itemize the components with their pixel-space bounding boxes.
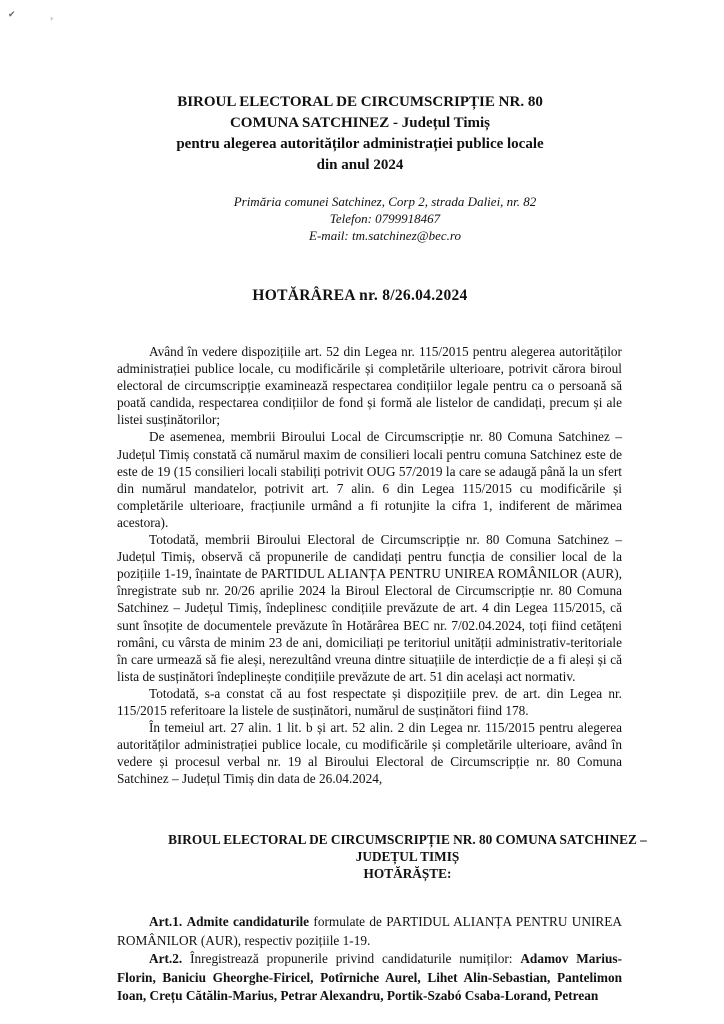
contact-block bbox=[150, 193, 620, 244]
header-line-3: pentru alegerea autorităților administrației publice locale bbox=[176, 136, 544, 152]
paragraph: De asemenea, membrii Biroului Local de Circumscripție nr. 80 Comuna Satchinez – Județul Timiș constată că numărul maxim de consilieri locali pentru comuna Satchinez este de este de 19 (15 consilieri locali stabiliți potrivit OUG 57/2019 la care se adaugă până la un sfert din numărul mandatelor, potrivit art. 7 alin. 6 din Legea 115/2015 cu modificările și completările ulterioare, fracțiunile urmând a fi rotunjite la cifra 1, indiferent de mărimea acestora). bbox=[117, 429, 622, 530]
resolves-line-1: BIROUL ELECTORAL DE CIRCUMSCRIPȚIE NR. 80 COMUNA SATCHINEZ – bbox=[168, 832, 647, 847]
document-header bbox=[100, 92, 620, 176]
header-line-2: COMUNA SATCHINEZ - Județul Timiș bbox=[229, 115, 491, 131]
articles bbox=[117, 913, 622, 1006]
scan-dot: › bbox=[50, 14, 54, 23]
article-1 bbox=[117, 913, 622, 950]
article-1-bold: Admite candidaturile bbox=[186, 914, 310, 929]
header-line-1: BIROUL ELECTORAL DE CIRCUMSCRIPȚIE NR. 80 bbox=[177, 94, 543, 110]
article-2-text: Înregistrează propunerile privind candidaturile numiților: bbox=[182, 951, 521, 966]
contact-phone: Telefon: 0799918467 bbox=[329, 211, 441, 226]
paragraph: Totodată, s-a constat că au fost respectate și dispozițiile prev. de art. din Legea nr. 115/2015 referitoare la listele de susținători, numărul de susținători fiind 178. bbox=[117, 685, 622, 718]
article-2-label: Art.2. bbox=[149, 951, 183, 966]
scan-mark: ✔ bbox=[8, 10, 16, 20]
resolves-heading bbox=[135, 831, 680, 882]
contact-email: E-mail: tm.satchinez@bec.ro bbox=[309, 228, 461, 243]
resolves-line-3: HOTĂRĂȘTE: bbox=[363, 866, 452, 881]
paragraph: În temeiul art. 27 alin. 1 lit. b și art. 52 alin. 2 din Legea nr. 115/2015 pentru alegerea autorităților administrației publice locale, cu modificările și completările ulterioare, având în vedere și procesul verbal nr. 19 al Biroului Electoral de Circumscripție nr. 80 Comuna Satchinez – Județul Timiș din data de 26.04.2024, bbox=[117, 720, 622, 787]
contact-address: Primăria comunei Satchinez, Corp 2, strada Daliei, nr. 82 bbox=[233, 194, 537, 209]
article-1-text: formulate de PARTIDUL ALIANȚA PENTRU UNIREA ROMÂNILOR (AUR), respectiv pozițiile 1-19. bbox=[117, 914, 622, 948]
paragraph: Având în vedere dispozițiile art. 52 din Legea nr. 115/2015 pentru alegerea autorităților administrației publice locale, cu modificările și completările ulterioare, potrivit cărora biroul electoral de circumscripție examinează respectarea condițiilor legale pentru ca o persoană să poată candida, respectarea condițiilor de fond și formă ale listelor de candidați, precum și ale listei susținătorilor; bbox=[117, 344, 622, 428]
article-2 bbox=[117, 950, 622, 1006]
decision-body bbox=[117, 343, 622, 787]
paragraph: Totodată, membrii Biroului Electoral de Circumscripție nr. 80 Comuna Satchinez – Județul Timiș, observă că propunerile de candidați pentru funcția de consilier local de la pozițiile 1-19, înaintate de PARTIDUL ALIANȚA PENTRU UNIREA ROMÂNILOR (AUR), înregistrate sub nr. 20/26 aprilie 2024 la Biroul Electoral de Circumscripție nr. 80 Comuna Satchinez – Județul Timiș, îndeplinesc condițiile prevăzute de art. 4 din Legea 115/2015, că sunt însoțite de documentele prevăzute în Hotărârea BEC nr. 7/02.04.2024, toți fiind cetățeni români, cu vârsta de minim 23 de ani, domiciliați pe teritoriul unității administrativ-teritoriale în care urmează să fie aleși, nerezultând vreuna dintre situațiile de interdicție de a fi aleși și că lista de susținători îndeplinește condițiile prevăzute de art. 51 din același act normativ. bbox=[117, 532, 622, 684]
decision-title: HOTĂRÂREA nr. 8/26.04.2024 bbox=[252, 287, 468, 304]
resolves-line-2: JUDEȚUL TIMIȘ bbox=[355, 849, 460, 864]
article-1-label: Art.1. bbox=[149, 914, 183, 929]
article-2-names: Adamov Marius-Florin, Baniciu Gheorghe-Firicel, Potîrniche Aurel, Lihet Alin-Sebastian, Pantelimon Ioan, Crețu Cătălin-Marius, Petrar Alexandru, Portik-Szabó Csaba-Lorand, Petrean bbox=[117, 951, 622, 1003]
header-line-4: din anul 2024 bbox=[316, 157, 404, 173]
